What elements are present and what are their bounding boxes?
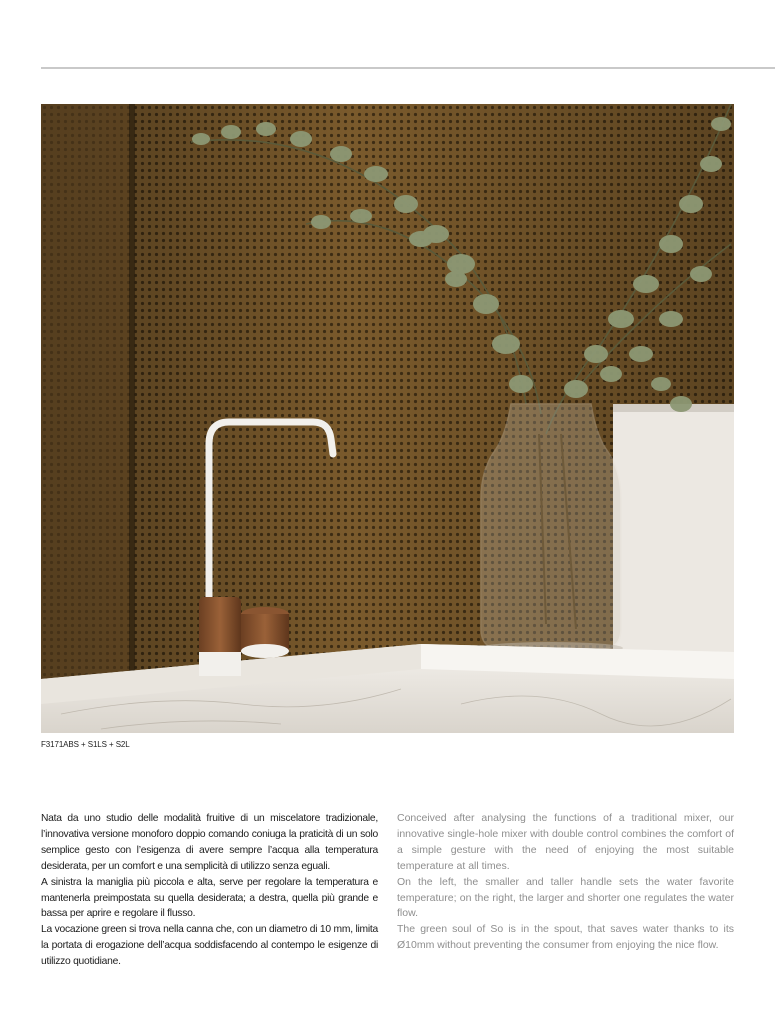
photo-caption: F3171ABS + S1LS + S2L — [41, 740, 130, 749]
italian-description — [41, 811, 378, 970]
product-photo — [41, 104, 734, 733]
top-divider — [41, 67, 775, 69]
english-paragraph: On the left, the smaller and taller handle sets the water favorite temperature; on the right, the larger and shorter one regulates the water flow. — [397, 875, 734, 920]
english-paragraph: Conceived after analysing the functions of a traditional mixer, our innovative single-hole mixer with double control combines the comfort of a simple gesture with the need of enjoying the most suitable temperature at all times. — [397, 812, 734, 872]
italian-paragraph: Nata da uno studio delle modalità fruitive di un miscelatore tradizionale, l’innovativa versione monoforo doppio comando coniuga la praticità di un solo semplice gesto con l’esigenza di avere sempre l’acqua alla temperatura desiderata, per un comfort e una semplicità di utilizzo senza eguali. — [41, 813, 378, 872]
english-description — [397, 811, 734, 954]
italian-paragraph: La vocazione green si trova nella canna che, con un diametro di 10 mm, limita la portata di erogazione dell’acqua soddisfacendo al contempo le esigenze di utilizzo quotidiane. — [41, 924, 378, 968]
english-paragraph: The green soul of So is in the spout, that saves water thanks to its Ø10mm without preventing the consumer from enjoying the nice flow. — [397, 923, 734, 952]
italian-paragraph: A sinistra la maniglia più piccola e alta, serve per regolare la temperatura e mantenerla preimpostata su quella desiderata; a destra, quella più grande e bassa per aprire e regolare il flusso. — [41, 876, 378, 920]
